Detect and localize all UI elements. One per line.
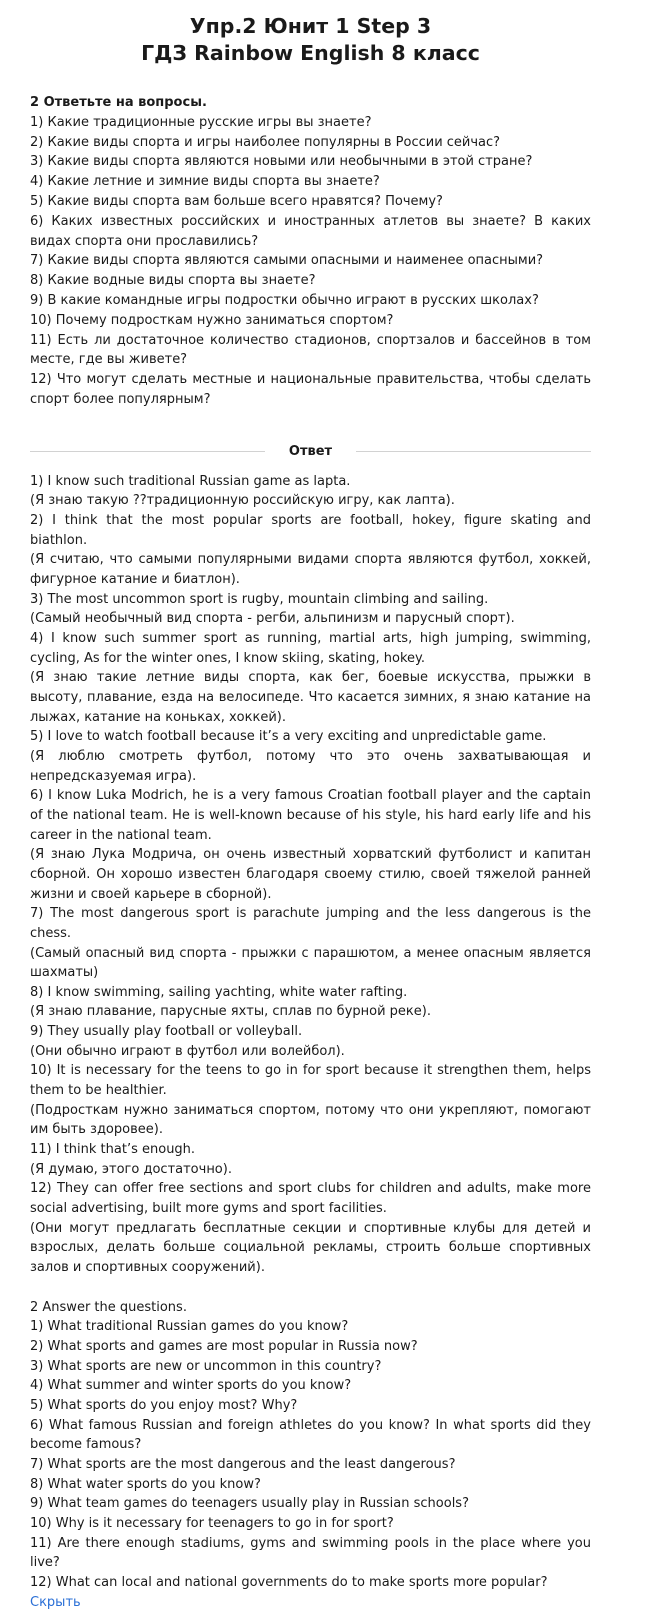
english-question: 11) Are there enough stadiums, gyms and swimming pools in the place where you live?: [30, 1535, 591, 1571]
answer-line: 2) I think that the most popular sports are football, hokey, figure skating and biathlon.: [30, 513, 591, 548]
task-question: 5) Какие виды спорта вам больше всего нравятся? Почему?: [30, 193, 443, 209]
english-question: 2) What sports and games are most popular in Russia now?: [30, 1338, 418, 1354]
answer-translation: (Я считаю, что самыми популярными видами спорта являются футбол, хоккей, фигурное катание и биатлон).: [30, 552, 591, 588]
answer-translation: (Я знаю Лука Модрича, он очень известный хорватский футболист и капитан сборной. Он хорошо известен благодаря своему стилю, своей тяжелой ранней жизни и своей карьере в сборной).: [30, 847, 591, 902]
answer-divider: [30, 432, 591, 472]
task-section: [30, 93, 591, 410]
answer-section: [30, 472, 591, 1278]
task-heading: 2 Ответьте на вопросы.: [30, 95, 207, 110]
answer-translation: (Подросткам нужно заниматься спортом, потому что они укрепляют, помогают им быть здоровее).: [30, 1102, 591, 1138]
english-question: 5) What sports do you enjoy most? Why?: [30, 1397, 298, 1413]
answer-translation: (Они могут предлагать бесплатные секции и спортивные клубы для детей и взрослых, делать больше социальной рекламы, строить больше спортивных залов и спортивных сооружений).: [30, 1220, 591, 1275]
english-question: 1) What traditional Russian games do you know?: [30, 1319, 349, 1335]
answer-translation: (Я думаю, этого достаточно).: [30, 1161, 232, 1177]
task-question: 3) Какие виды спорта являются новыми или необычными в этой стране?: [30, 154, 533, 170]
english-task-heading: 2 Answer the questions.: [30, 1299, 187, 1315]
answer-translation: (Я знаю плавание, парусные яхты, сплав по бурной реке).: [30, 1004, 431, 1020]
task-question: 4) Какие летние и зимние виды спорта вы знаете?: [30, 174, 380, 190]
english-question: 6) What famous Russian and foreign athletes do you know? In what sports did they become famous?: [30, 1417, 591, 1453]
title-line-2: ГДЗ Rainbow English 8 класс: [141, 41, 480, 65]
answer-translation: (Они обычно играют в футбол или волейбол).: [30, 1043, 345, 1059]
answer-translation: (Самый необычный вид спорта - регби, альпинизм и парусный спорт).: [30, 611, 515, 627]
task-question: 7) Какие виды спорта являются самыми опасными и наименее опасными?: [30, 253, 544, 269]
hide-link[interactable]: Скрыть: [30, 1594, 81, 1610]
english-task-section: [30, 1298, 591, 1612]
task-question: 9) В какие командные игры подростки обычно играют в русских школах?: [30, 292, 539, 308]
task-question: 1) Какие традиционные русские игры вы знаете?: [30, 114, 372, 130]
answer-line: 9) They usually play football or volleyball.: [30, 1024, 303, 1040]
answer-line: 3) The most uncommon sport is rugby, mountain climbing and sailing.: [30, 591, 489, 607]
answer-translation: (Я знаю такие летние виды спорта, как бег, боевые искусства, прыжки в высоту, плавание, езда на велосипеде. Что касается зимних, я знаю катание на лыжах, катание на коньках, хоккей).: [30, 670, 591, 725]
answer-translation: (Я люблю смотреть футбол, потому что это очень захватывающая и непредсказуемая игра).: [30, 748, 591, 784]
page-title: [30, 13, 591, 67]
task-question: 12) Что могут сделать местные и национальные правительства, чтобы сделать спорт более популярным?: [30, 372, 591, 407]
english-question: 7) What sports are the most dangerous and the least dangerous?: [30, 1456, 456, 1472]
page: [30, 0, 591, 1612]
english-question: 12) What can local and national governments do to make sports more popular?: [30, 1574, 548, 1590]
english-question: 3) What sports are new or uncommon in this country?: [30, 1358, 382, 1374]
answer-translation: (Самый опасный вид спорта - прыжки с парашютом, а менее опасным является шахматы): [30, 945, 591, 981]
answer-line: 8) I know swimming, sailing yachting, white water rafting.: [30, 984, 408, 1000]
divider-rule-right: [356, 451, 591, 452]
task-question: 2) Какие виды спорта и игры наиболее популярны в России сейчас?: [30, 134, 501, 150]
english-question: 10) Why is it necessary for teenagers to go in for sport?: [30, 1515, 394, 1531]
answer-label: Ответ: [288, 444, 333, 460]
answer-line: 10) It is necessary for the teens to go in for sport because it strengthen them, helps them to be healthier.: [30, 1063, 591, 1099]
divider-rule-left: [30, 451, 265, 452]
task-question: 10) Почему подросткам нужно заниматься спортом?: [30, 312, 394, 328]
english-question: 9) What team games do teenagers usually play in Russian schools?: [30, 1496, 469, 1512]
answer-line: 7) The most dangerous sport is parachute jumping and the less dangerous is the chess.: [30, 906, 591, 941]
task-question: 8) Какие водные виды спорта вы знаете?: [30, 273, 316, 289]
task-question: 11) Есть ли достаточное количество стадионов, спортзалов и бассейнов в том месте, где вы живете?: [30, 332, 591, 368]
answer-line: 4) I know such summer sport as running, martial arts, high jumping, swimming, cycling, As for the winter ones, I know skiing, skating, hokey.: [30, 631, 591, 666]
answer-line: 6) I know Luka Modrich, he is a very famous Croatian football player and the captain of the national team. He is well-known because of his style, his hard early life and his career in the national team.: [30, 788, 591, 843]
task-question: 6) Каких известных российских и иностранных атлетов вы знаете? В каких видах спорта они прославились?: [30, 213, 591, 249]
english-question: 8) What water sports do you know?: [30, 1476, 261, 1492]
answer-translation: (Я знаю такую ??традиционную российскую игру, как лапта).: [30, 493, 455, 509]
english-question: 4) What summer and winter sports do you know?: [30, 1378, 352, 1394]
answer-line: 12) They can offer free sections and sport clubs for children and adults, make more social advertising, built more gyms and sport facilities.: [30, 1181, 591, 1217]
answer-line: 11) I think that’s enough.: [30, 1142, 196, 1158]
answer-line: 5) I love to watch football because it’s a very exciting and unpredictable game.: [30, 729, 547, 745]
title-line-1: Упр.2 Юнит 1 Step 3: [189, 14, 432, 38]
answer-line: 1) I know such traditional Russian game as lapta.: [30, 473, 351, 489]
